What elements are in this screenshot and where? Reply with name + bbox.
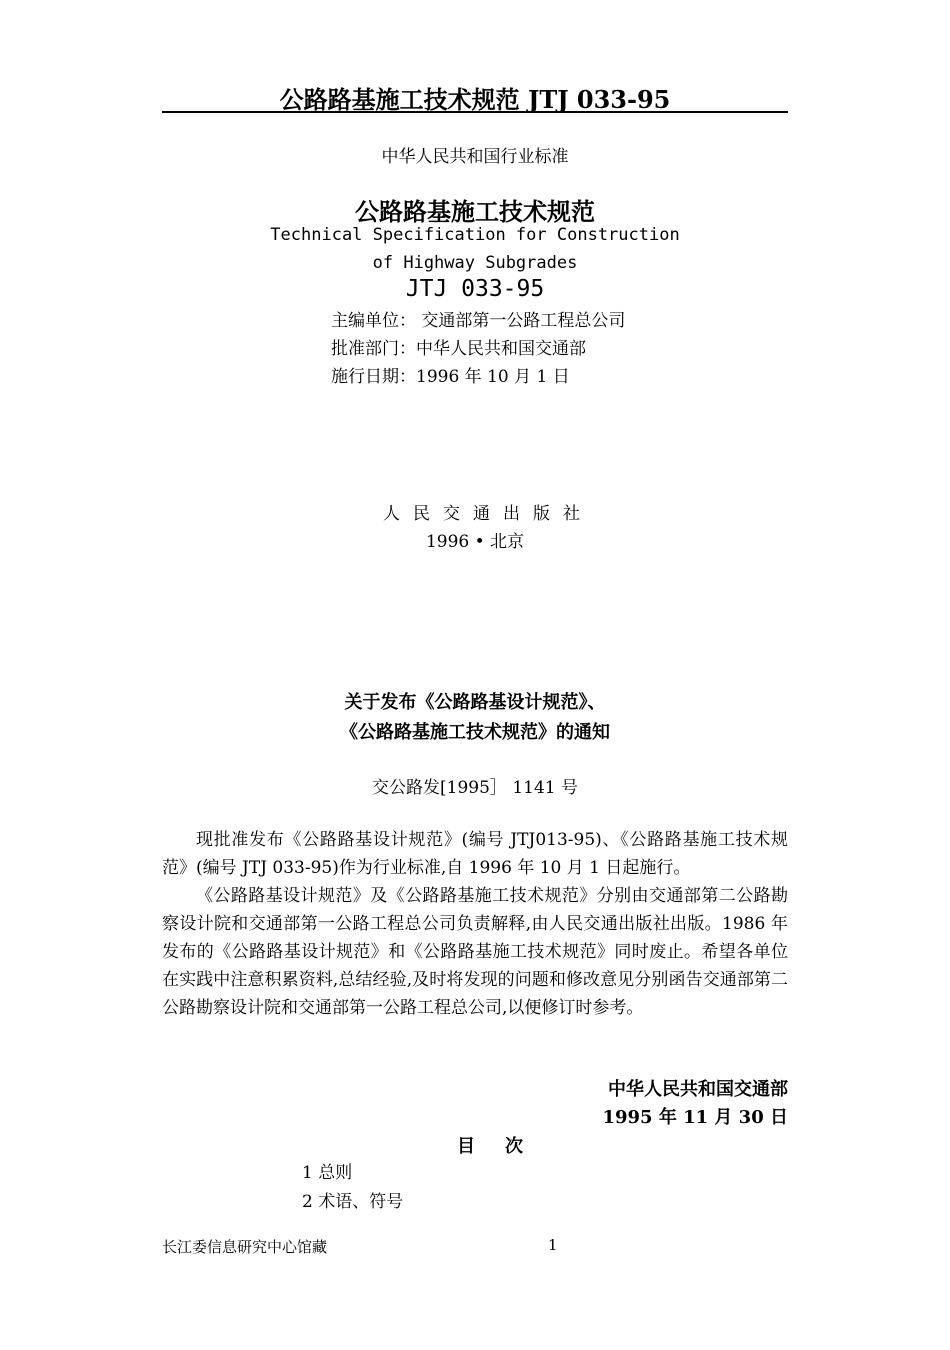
paragraph-text: 《公路路基设计规范》及《公路路基施工技术规范》分别由交通部第二公路勘察设计院和交通部第一公路工程总公司负责解释,由人民交通出版社出版。1986 年发布的《公路路基设计规范》和《公路路基施工技术规范》同时废止。希望各单位在实践中注意积累资料,总结经验,及时将发现的问题和修改意见分别函告交通部第二公路勘察设计院和交通部第一公路工程总公司,以便修订时参考。 xyxy=(162,886,788,1018)
cover-title-cn: 公路路基施工技术规范 xyxy=(355,197,595,226)
page-number: 1 xyxy=(548,1236,558,1254)
paragraph-text: 现批准发布《公路路基设计规范》(编号 JTJ013-95)、《公路路基施工技术规范》(编号 JTJ 033-95)作为行业标准,自 1996 年 10 月 1 日起施行。 xyxy=(162,830,788,878)
signature-org: 中华人民共和国交通部 xyxy=(608,1079,788,1100)
cover-title-en-line1: Technical Specification for Construction xyxy=(270,225,680,245)
toc-title: 目次 xyxy=(457,1136,553,1157)
notice-title-line1: 关于发布《公路路基设计规范》、 xyxy=(344,692,606,713)
toc-item[interactable]: 2 术语、符号 xyxy=(302,1192,404,1212)
notice-paragraph-2 xyxy=(162,882,788,1022)
signature-date: 1995 年 11 月 30 日 xyxy=(602,1107,788,1128)
running-header-title: 公路路基施工技术规范 JTJ 033-95 xyxy=(279,85,671,114)
cover-title-en-line2: of Highway Subgrades xyxy=(372,253,578,273)
header-rule xyxy=(162,111,788,113)
publisher: 人民交通出版社 xyxy=(383,504,593,524)
footer-collection-note: 长江委信息研究中心馆藏 xyxy=(162,1238,328,1256)
approval-dept: 批准部门：中华人民共和国交通部 xyxy=(331,339,586,359)
standard-code: JTJ 033-95 xyxy=(405,276,545,302)
effective-date: 施行日期：1996 年 10 月 1 日 xyxy=(331,367,570,387)
publication-year-place: 1996 • 北京 xyxy=(425,532,525,552)
editor-unit: 主编单位： 交通部第一公路工程总公司 xyxy=(331,311,626,331)
notice-title-line2: 《公路路基施工技术规范》的通知 xyxy=(340,722,610,743)
notice-paragraph-1 xyxy=(162,826,788,882)
notice-doc-number: 交公路发[1995］ 1141 号 xyxy=(372,778,578,798)
standard-label: 中华人民共和国行业标准 xyxy=(381,147,569,167)
toc-item[interactable]: 1 总则 xyxy=(302,1163,353,1183)
